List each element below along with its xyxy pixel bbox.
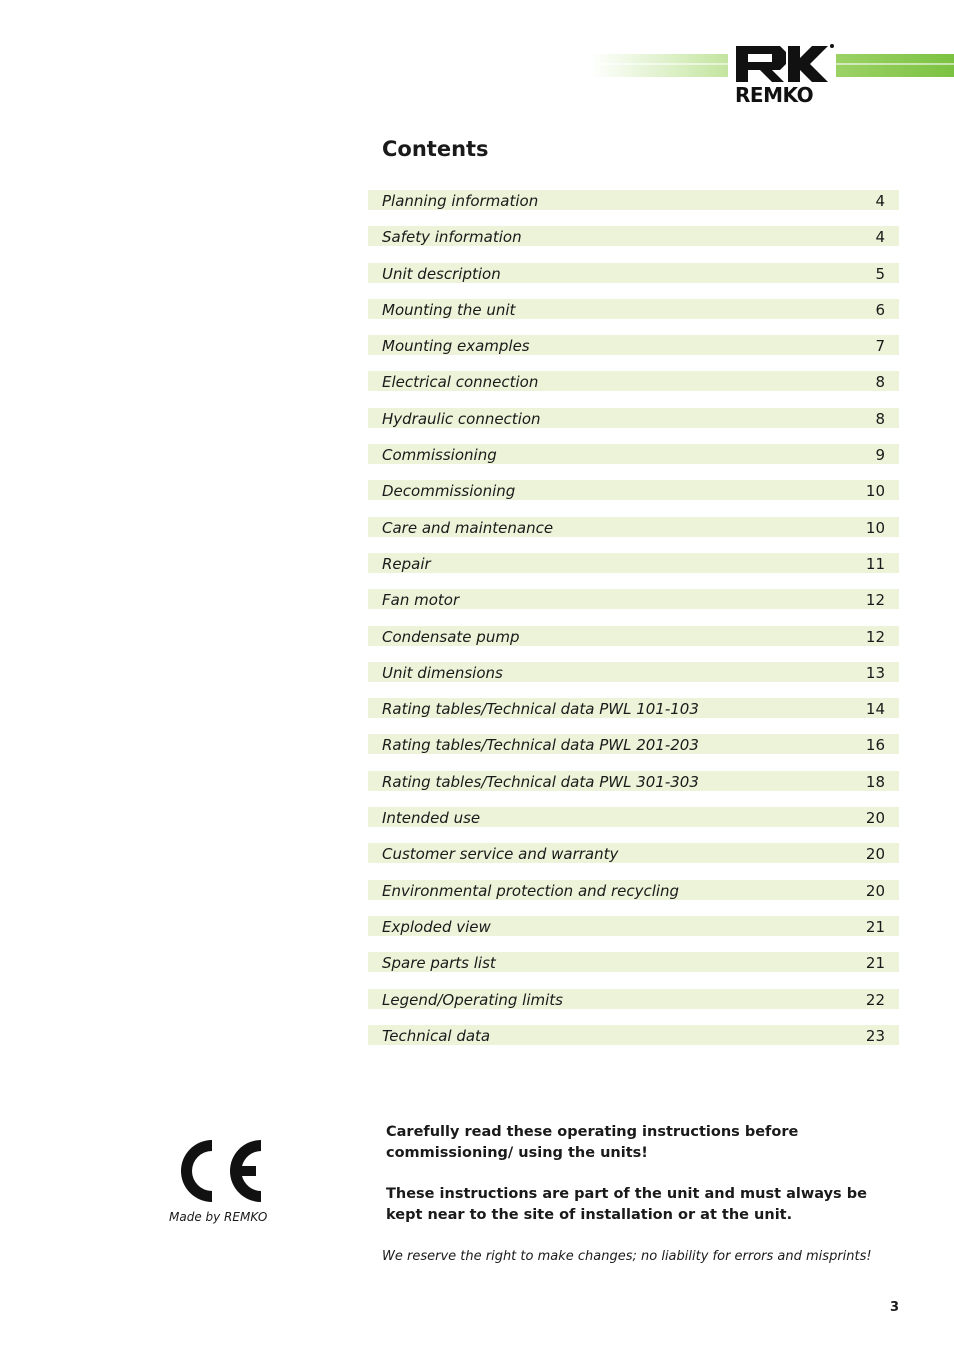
toc-entry-label: Fan motor [382,591,460,610]
toc-entry-page: 9 [875,446,885,465]
toc-entry-label: Condensate pump [382,627,520,646]
toc-entry-page: 11 [865,554,885,573]
disclaimer: We reserve the right to make changes; no liability for errors and misprints! [382,1249,872,1264]
toc-entry[interactable] [368,952,899,972]
toc-entry-label: Technical data [382,1026,491,1045]
toc-entry-label: Rating tables/Technical data PWL 101-103 [382,700,699,719]
ce-marking [160,1134,280,1226]
toc-entry-label: Environmental protection and recycling [382,881,680,900]
toc-entry[interactable] [368,299,899,319]
notice-read-instructions: Carefully read these operating instructions before commissioning/ using the units! [386,1124,799,1161]
toc-entry-page: 22 [865,990,885,1009]
toc-entry-page: 10 [865,482,885,501]
toc-entry-label: Mounting the unit [382,300,516,319]
toc-entry-label: Customer service and warranty [382,845,619,864]
toc-entry-page: 20 [865,809,885,828]
toc-entry[interactable] [368,626,899,646]
toc-entry-page: 20 [865,881,885,900]
toc-entry-label: Planning information [382,192,539,210]
toc-entry[interactable] [368,517,899,537]
toc-entry-label: Rating tables/Technical data PWL 201-203 [382,736,699,755]
toc-entry[interactable] [368,335,899,355]
toc-entry[interactable] [368,263,899,283]
toc-entry[interactable] [368,480,899,500]
toc-entry-page: 16 [865,736,885,755]
toc-entry[interactable] [368,989,899,1009]
toc-entry[interactable] [368,190,899,210]
toc-entry-label: Unit dimensions [382,663,503,682]
toc-entry[interactable] [368,807,899,827]
toc-entry-page: 23 [865,1026,885,1045]
toc-entry-page: 8 [875,409,885,428]
toc-entry-label: Exploded view [382,917,491,936]
toc-entry-page: 21 [865,917,885,936]
toc-entry[interactable] [368,589,899,609]
remko-rk-logo-icon [728,40,836,86]
toc-entry-page: 6 [875,300,885,319]
remko-logo [728,40,836,112]
toc-entry-page: 18 [865,772,885,791]
notice-keep-instructions: These instructions are part of the unit and must always be kept near to the site of installation or at the unit. [386,1186,867,1223]
toc-entry-page: 12 [865,627,885,646]
toc-entry-page: 8 [875,373,885,392]
toc-entry[interactable] [368,444,899,464]
ce-mark-icon [172,1136,264,1206]
toc-entry[interactable] [368,771,899,791]
toc-entry-label: Intended use [382,809,481,828]
ce-caption: Made by REMKO [169,1210,268,1224]
toc-entry-label: Legend/Operating limits [382,990,563,1009]
toc-entry-page: 4 [875,192,885,210]
toc-entry-label: Rating tables/Technical data PWL 301-303 [382,772,699,791]
toc-entry[interactable] [368,880,899,900]
toc-entry-label: Repair [382,554,431,573]
toc-entry[interactable] [368,734,899,754]
toc-entry-label: Care and maintenance [382,518,554,537]
toc-entry-page: 14 [865,700,885,719]
toc-entry-label: Hydraulic connection [382,409,541,428]
toc-entry[interactable] [368,662,899,682]
toc-entry-page: 5 [875,264,885,283]
toc-entry-page: 12 [865,591,885,610]
page-title: Contents [382,137,489,161]
toc-entry-label: Decommissioning [382,482,516,501]
table-of-contents [368,190,899,1061]
toc-entry-label: Electrical connection [382,373,539,392]
toc-entry[interactable] [368,226,899,246]
toc-entry[interactable] [368,408,899,428]
toc-entry-label: Safety information [382,228,522,247]
toc-entry-label: Commissioning [382,446,497,465]
toc-entry[interactable] [368,1025,899,1045]
toc-entry-page: 13 [865,663,885,682]
toc-entry[interactable] [368,843,899,863]
toc-entry-page: 10 [865,518,885,537]
page-number: 3 [889,1300,899,1315]
toc-entry-label: Spare parts list [382,954,496,973]
toc-entry-page: 7 [875,337,885,356]
toc-entry[interactable] [368,371,899,391]
toc-entry-page: 4 [875,228,885,247]
toc-entry-label: Unit description [382,264,501,283]
logo-wordmark: REMKO [735,83,814,107]
toc-entry-page: 21 [865,954,885,973]
toc-entry[interactable] [368,916,899,936]
toc-entry[interactable] [368,698,899,718]
toc-entry[interactable] [368,553,899,573]
toc-entry-label: Mounting examples [382,337,530,356]
toc-entry-page: 20 [865,845,885,864]
